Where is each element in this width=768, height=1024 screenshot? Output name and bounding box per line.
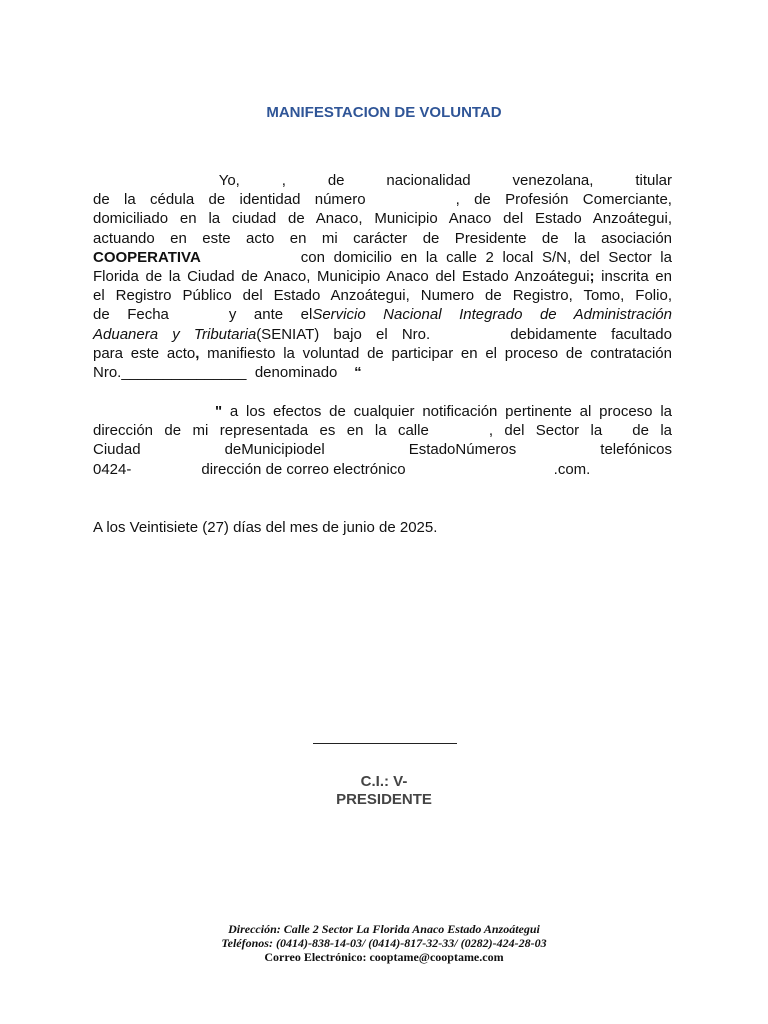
- paragraph-line: [93, 421, 672, 440]
- text-run: Municipio: [241, 441, 305, 459]
- text-run: dirección de mi representada es en la calle: [93, 422, 429, 440]
- text-run: de la: [632, 422, 672, 440]
- text-run: el Registro Público del Estado Anzoátegui, Numero de Registro: [93, 287, 569, 305]
- text-run: 0424-: [93, 460, 132, 478]
- text-run: , del Sector la: [488, 422, 603, 440]
- notification-paragraph: [93, 402, 672, 479]
- open-quote: “: [354, 364, 362, 382]
- text-run: , de nacionalidad venezolana, titular: [281, 172, 672, 189]
- paragraph-line: [93, 440, 672, 459]
- text-run: Nro._______________: [93, 364, 247, 382]
- role-label: PRESIDENTE: [336, 791, 432, 808]
- declaration-paragraph: [93, 171, 672, 382]
- text-run: manifiesto la voluntad de participar en el proceso de contratación: [199, 344, 672, 362]
- text-run: de Fecha: [93, 306, 169, 324]
- text-run: inscrita en: [594, 268, 672, 286]
- id-card-label: C.I.: V-: [360, 773, 408, 790]
- text-run: ,: [195, 344, 200, 362]
- cooperative-label: COOPERATIVA: [93, 248, 201, 266]
- paragraph-line: [93, 325, 672, 344]
- text-run: ,: [667, 287, 672, 305]
- text-run: y ante el: [228, 306, 313, 324]
- text-run: Yo,: [218, 172, 240, 189]
- paragraph-line: [93, 402, 672, 421]
- paragraph-line: [93, 267, 672, 286]
- text-run: .com.: [553, 460, 591, 478]
- paragraph-line: [93, 171, 672, 190]
- footer-phones: Teléfonos: (0414)-838-14-03/ (0414)-817-32-33/ (0282)-424-28-03: [221, 936, 547, 950]
- document-title: MANIFESTACION DE VOLUNTAD: [266, 104, 502, 121]
- text-run: , de Profesión Comerciante,: [455, 191, 672, 209]
- text-run: (SENIAT) bajo el Nro.: [256, 325, 431, 343]
- paragraph-line: [93, 363, 672, 382]
- paragraph-line: [93, 286, 672, 305]
- paragraph-line: [93, 344, 672, 363]
- seniat-name: Servicio Nacional Integrado de Administración: [312, 306, 672, 324]
- paragraph-line: [93, 248, 672, 267]
- paragraph-line: domiciliado en la ciudad de Anaco, Municipio Anaco del Estado Anzoátegui,: [93, 210, 672, 228]
- date-line: A los Veintisiete (27) días del mes de junio de 2025.: [93, 519, 438, 536]
- paragraph-line: [93, 460, 672, 479]
- text-run: de la cédula de identidad número: [93, 191, 366, 209]
- text-run: , Tomo: [568, 287, 621, 305]
- text-run: Florida de la Ciudad de Anaco, Municipio Anaco del Estado Anzoátegui: [93, 268, 590, 286]
- text-run: , Folio: [620, 287, 668, 305]
- text-run: denominado: [254, 364, 338, 382]
- paragraph-line: [93, 190, 672, 209]
- text-run: Ciudad de: [93, 441, 242, 459]
- text-run: dirección de correo electrónico: [201, 460, 406, 478]
- text-run: a los efectos de cualquier notificación pertinente al proceso la: [222, 403, 672, 420]
- close-quote: ": [215, 403, 223, 420]
- signature-block: [0, 773, 768, 809]
- paragraph-line: [93, 305, 672, 324]
- text-run: para este acto: [93, 344, 196, 362]
- signature-line: [313, 743, 457, 744]
- text-run: debidamente facultado: [510, 325, 672, 343]
- seniat-name-cont: Aduanera y Tributaria: [93, 325, 257, 343]
- footer-address: Dirección: Calle 2 Sector La Florida Anaco Estado Anzoátegui: [228, 922, 540, 936]
- text-run: ;: [589, 268, 595, 286]
- footer-email: Correo Electrónico: cooptame@cooptame.com: [264, 950, 504, 964]
- footer: [0, 922, 768, 964]
- text-run: Números telefónicos: [455, 441, 673, 459]
- text-run: del Estado: [304, 441, 456, 459]
- text-run: con domicilio en la calle 2 local S/N, del Sector la: [300, 248, 672, 266]
- paragraph-line: actuando en este acto en mi carácter de Presidente de la asociación: [93, 229, 672, 247]
